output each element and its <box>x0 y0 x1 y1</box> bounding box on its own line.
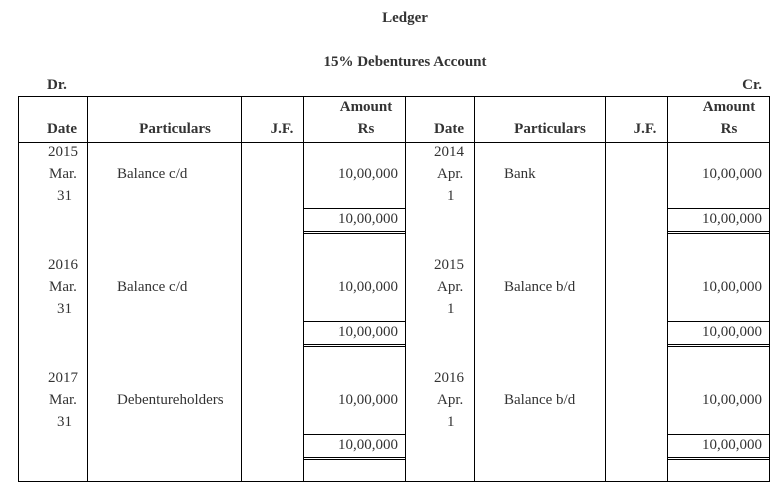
debit-particulars: Debentureholders <box>117 392 224 408</box>
credit-total: 10,00,000 <box>702 211 762 227</box>
credit-amount: 10,00,000 <box>702 166 762 182</box>
debit-year: 2015 <box>48 144 78 160</box>
debit-particulars: Balance c/d <box>117 166 188 182</box>
credit-day: 1 <box>447 301 455 317</box>
credit-amount: 10,00,000 <box>702 392 762 408</box>
credit-month: Apr. <box>437 279 464 295</box>
debit-amount: 10,00,000 <box>338 279 398 295</box>
credit-year: 2014 <box>434 144 464 160</box>
header-particulars-debit: Particulars <box>139 121 211 137</box>
header-date-debit: Date <box>47 121 77 137</box>
credit-particulars: Bank <box>504 166 536 182</box>
credit-total: 10,00,000 <box>702 437 762 453</box>
debit-particulars: Balance c/d <box>117 279 188 295</box>
header-particulars-credit: Particulars <box>514 121 586 137</box>
debit-day: 31 <box>57 414 72 430</box>
debit-day: 31 <box>57 301 72 317</box>
debit-amount: 10,00,000 <box>338 166 398 182</box>
header-rs-debit: Rs <box>357 121 375 137</box>
credit-year: 2016 <box>434 370 464 386</box>
cr-label: Cr. <box>742 77 762 93</box>
credit-day: 1 <box>447 188 455 204</box>
credit-amount: 10,00,000 <box>702 279 762 295</box>
header-jf-credit: J.F. <box>633 121 657 137</box>
debit-month: Mar. <box>49 392 77 408</box>
debit-total: 10,00,000 <box>338 324 398 340</box>
debit-year: 2016 <box>48 257 78 273</box>
debit-amount: 10,00,000 <box>338 392 398 408</box>
header-amount-debit: Amount <box>339 99 393 115</box>
credit-month: Apr. <box>437 392 464 408</box>
debit-month: Mar. <box>49 166 77 182</box>
credit-year: 2015 <box>434 257 464 273</box>
header-amount-credit: Amount <box>702 99 756 115</box>
debit-year: 2017 <box>48 370 78 386</box>
debit-day: 31 <box>57 188 72 204</box>
debit-month: Mar. <box>49 279 77 295</box>
debit-total: 10,00,000 <box>338 211 398 227</box>
ledger-heading: Ledger <box>382 10 428 26</box>
dr-label: Dr. <box>47 77 67 93</box>
credit-day: 1 <box>447 414 455 430</box>
header-date-credit: Date <box>434 121 464 137</box>
credit-particulars: Balance b/d <box>504 392 576 408</box>
credit-particulars: Balance b/d <box>504 279 576 295</box>
debit-total: 10,00,000 <box>338 437 398 453</box>
account-title: 15% Debentures Account <box>323 54 487 70</box>
header-rs-credit: Rs <box>720 121 738 137</box>
credit-month: Apr. <box>437 166 464 182</box>
header-jf-debit: J.F. <box>270 121 294 137</box>
credit-total: 10,00,000 <box>702 324 762 340</box>
